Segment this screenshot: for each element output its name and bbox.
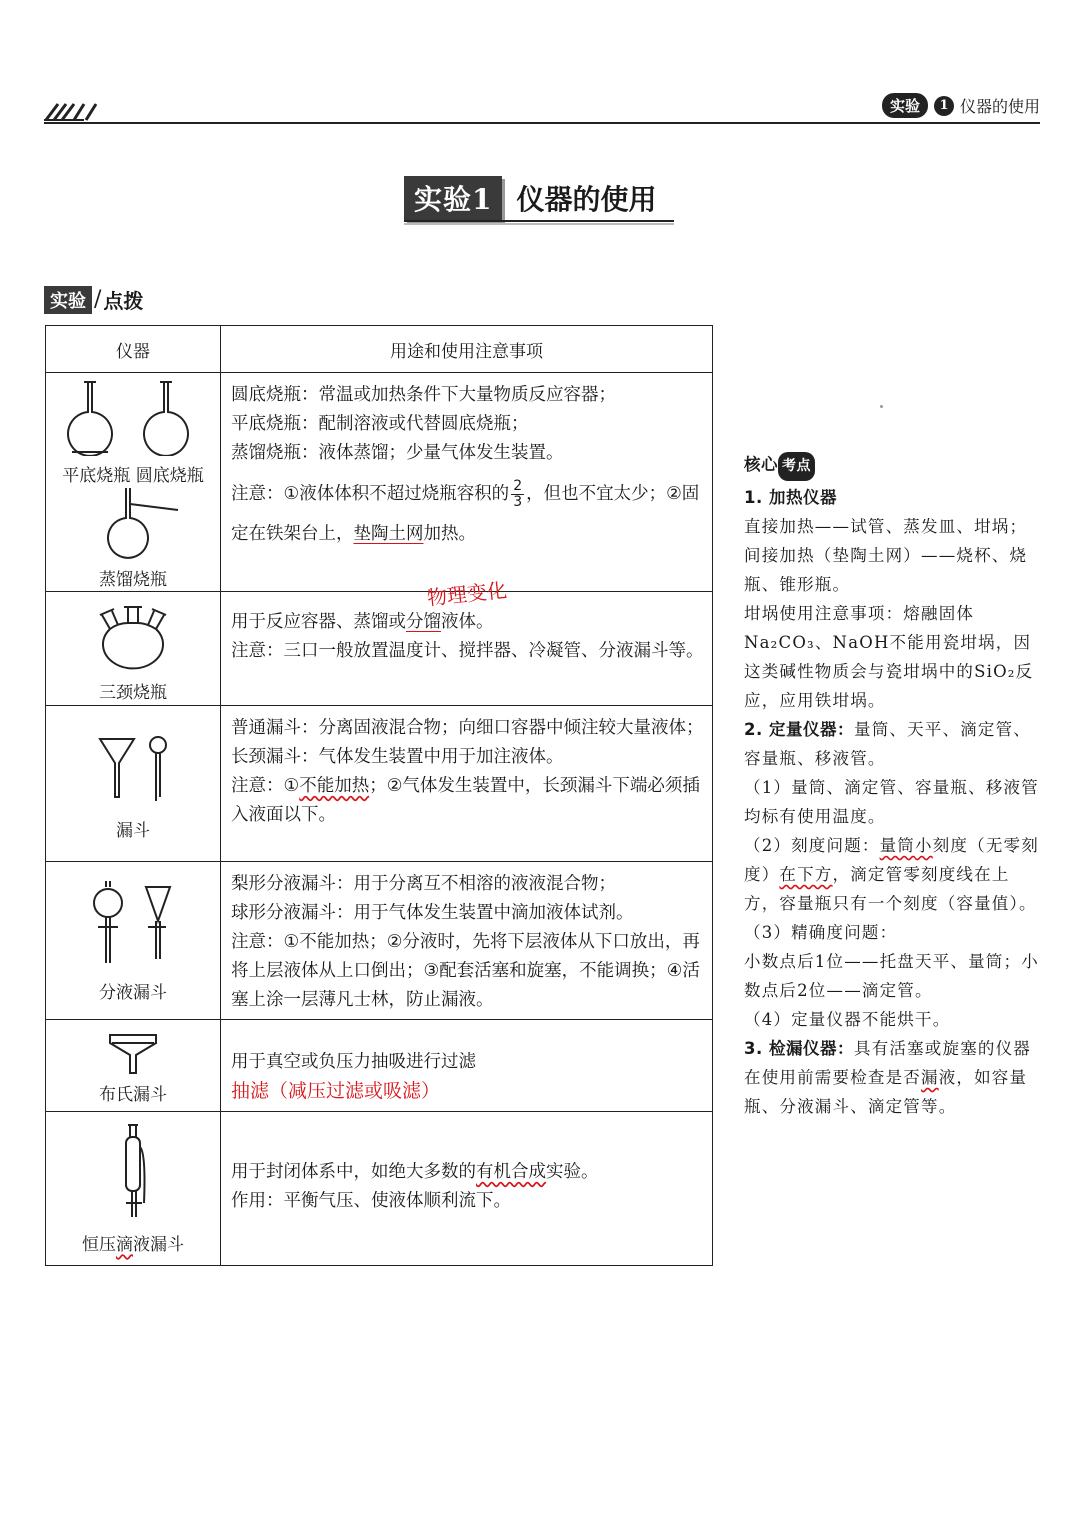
distilling-flask-icon bbox=[48, 486, 218, 560]
desc-line: 蒸馏烧瓶：液体蒸馏；少量气体发生装置。 bbox=[231, 443, 564, 463]
sidebar-section-3: 3. 检漏仪器：具有活塞或旋塞的仪器在使用前需要检查是否漏液，如容量瓶、分液漏斗、滴定管等。 bbox=[744, 1039, 1031, 1116]
figure-cell bbox=[46, 862, 221, 1020]
header-title: 仪器的使用 bbox=[959, 97, 1040, 116]
page-title-text: 仪器的使用 bbox=[516, 183, 657, 216]
handwritten-note: 抽滤（减压过滤或吸滤） bbox=[231, 1080, 441, 1102]
buchner-description bbox=[221, 1020, 713, 1112]
separatory-funnel-icons bbox=[48, 863, 218, 973]
header-badge: 实验 bbox=[882, 93, 928, 118]
table-row bbox=[46, 1020, 713, 1112]
sidebar-text: （1）量筒、滴定管、容量瓶、移液管均标有使用温度。 bbox=[744, 778, 1039, 826]
distilling-flask-caption: 蒸馏烧瓶 bbox=[99, 570, 167, 590]
pressure-funnel-description bbox=[221, 1112, 713, 1266]
figure-cell bbox=[46, 706, 221, 862]
sidebar-text: （3）精确度问题： bbox=[744, 923, 898, 942]
sidebar-text: 直接加热——试管、蒸发皿、坩埚；间接加热（垫陶土网）——烧杯、烧瓶、锥形瓶。 bbox=[744, 517, 1028, 594]
figure-cell bbox=[46, 1020, 221, 1112]
sidebar-text: 坩埚使用注意事项：熔融固体Na₂CO₃、NaOH不能用瓷坩埚，因这类碱性物质会与瓷坩埚中的SiO₂反应，应用铁坩埚。 bbox=[744, 604, 1034, 710]
table-header-row bbox=[46, 326, 713, 373]
section-box: 实验 bbox=[44, 286, 92, 314]
fraction: $\frac{2}{3}$ bbox=[513, 477, 523, 510]
handwritten-underline: 分馏 bbox=[406, 612, 441, 632]
handwritten-wavy-underline: 有机合成 bbox=[476, 1162, 546, 1182]
speck bbox=[880, 405, 883, 408]
header-decoration bbox=[44, 102, 104, 122]
table-row bbox=[46, 706, 713, 862]
three-neck-caption: 三颈烧瓶 bbox=[99, 683, 167, 703]
sidebar-section-2: 2. 定量仪器：量筒、天平、滴定管、容量瓶、移液管。 bbox=[744, 720, 1031, 768]
separatory-caption: 分液漏斗 bbox=[99, 983, 167, 1003]
handwritten-underline: 垫陶土网 bbox=[353, 524, 424, 544]
pressure-funnel-caption: 恒压滴液漏斗 bbox=[82, 1235, 184, 1255]
figure-cell bbox=[46, 592, 221, 706]
handwritten-wavy-underline: 不能加热 bbox=[299, 776, 370, 796]
figure-cell bbox=[46, 1112, 221, 1266]
flask-icons bbox=[48, 374, 218, 456]
pressure-funnel-icon bbox=[48, 1113, 218, 1225]
three-neck-flask-icon bbox=[48, 593, 218, 673]
sidebar-text: 小数点后1位——托盘天平、量筒；小数点后2位——滴定管。 bbox=[744, 952, 1039, 1000]
desc-note: 注意：①液体体积不超过烧瓶容积的 $\frac{2}{3}$ ，但也不宜太少；②固定在铁架台上，垫陶土网加热。 bbox=[231, 477, 700, 544]
buchner-caption: 布氏漏斗 bbox=[99, 1085, 167, 1105]
desc-line: 平底烧瓶：配制溶液或代替圆底烧瓶； bbox=[231, 414, 529, 434]
handwritten-note: 物理变化 bbox=[425, 577, 508, 611]
sidebar-section-1-title: 1. 加热仪器 bbox=[744, 488, 837, 507]
funnel-icons bbox=[48, 707, 218, 811]
handwritten-wavy-underline: 在下方 bbox=[779, 865, 833, 884]
key-points-sidebar bbox=[744, 450, 1044, 1121]
page-title bbox=[404, 176, 657, 220]
header-badge-number: 1 bbox=[934, 96, 954, 116]
header-rule bbox=[44, 122, 1040, 124]
title-underline bbox=[404, 220, 674, 222]
sidebar-heading-badge: 考点 bbox=[778, 452, 815, 481]
page-title-box: 实验1 bbox=[404, 176, 502, 220]
col-usage: 用途和使用注意事项 bbox=[221, 326, 713, 373]
desc-note: 注意：①不能加热；②气体发生装置中，长颈漏斗下端必须插入液面以下。 bbox=[231, 776, 700, 825]
desc-line: 用于真空或负压力抽吸进行过滤 bbox=[231, 1052, 476, 1072]
sidebar-text: （2）刻度问题：量筒小刻度（无零刻度）在下方，滴定管零刻度线在上方，容量瓶只有一个刻度（容量值）。 bbox=[744, 836, 1039, 913]
desc-line: 注意：①不能加热；②分液时，先将下层液体从下口放出，再将上层液体从上口倒出；③配套活塞和旋塞，不能调换；④活塞上涂一层薄凡士林，防止漏液。 bbox=[231, 932, 700, 1010]
desc-line: 作用：平衡气压、使液体顺利流下。 bbox=[231, 1191, 511, 1211]
handwritten-wavy-underline: 漏 bbox=[921, 1068, 939, 1087]
three-neck-description bbox=[221, 577, 713, 706]
table-row bbox=[46, 592, 713, 706]
flask-caption: 平底烧瓶 圆底烧瓶 bbox=[62, 466, 204, 486]
col-instrument: 仪器 bbox=[46, 326, 221, 373]
sidebar-text: （4）定量仪器不能烘干。 bbox=[744, 1010, 951, 1029]
handwritten-wavy-underline: 量筒 bbox=[879, 836, 916, 855]
funnel-caption: 漏斗 bbox=[116, 821, 150, 841]
table-row bbox=[46, 862, 713, 1020]
desc-line: 普通漏斗：分离固液混合物；向细口容器中倾注较大量液体； bbox=[231, 718, 704, 738]
separatory-description bbox=[221, 862, 713, 1020]
table-row bbox=[46, 373, 713, 592]
section-label: 点拨 bbox=[103, 289, 144, 313]
desc-line: 用于反应容器、蒸馏或分馏液体。 bbox=[231, 612, 494, 632]
desc-line: 长颈漏斗：气体发生装置中用于加注液体。 bbox=[231, 747, 564, 767]
funnel-description bbox=[221, 706, 713, 862]
running-header bbox=[882, 93, 1040, 118]
desc-line: 梨形分液漏斗：用于分离互不相溶的液液混合物； bbox=[231, 874, 616, 894]
desc-line: 圆底烧瓶：常温或加热条件下大量物质反应容器； bbox=[231, 385, 616, 405]
desc-line: 球形分液漏斗：用于气体发生装置中滴加液体试剂。 bbox=[231, 903, 634, 923]
table-row bbox=[46, 1112, 713, 1266]
flask-description bbox=[221, 373, 713, 592]
buchner-funnel-icon bbox=[48, 1021, 218, 1075]
handwritten-wavy-underline: 滴 bbox=[116, 1235, 133, 1255]
section-heading: 实验 / 点拨 bbox=[44, 285, 143, 314]
sidebar-heading: 核心 考点 bbox=[744, 450, 1044, 481]
instrument-table bbox=[45, 325, 713, 1266]
desc-line: 用于封闭体系中，如绝大多数的有机合成实验。 bbox=[231, 1162, 599, 1182]
desc-line: 注意：三口一般放置温度计、搅拌器、冷凝管、分液漏斗等。 bbox=[231, 641, 704, 661]
figure-cell bbox=[46, 373, 221, 592]
